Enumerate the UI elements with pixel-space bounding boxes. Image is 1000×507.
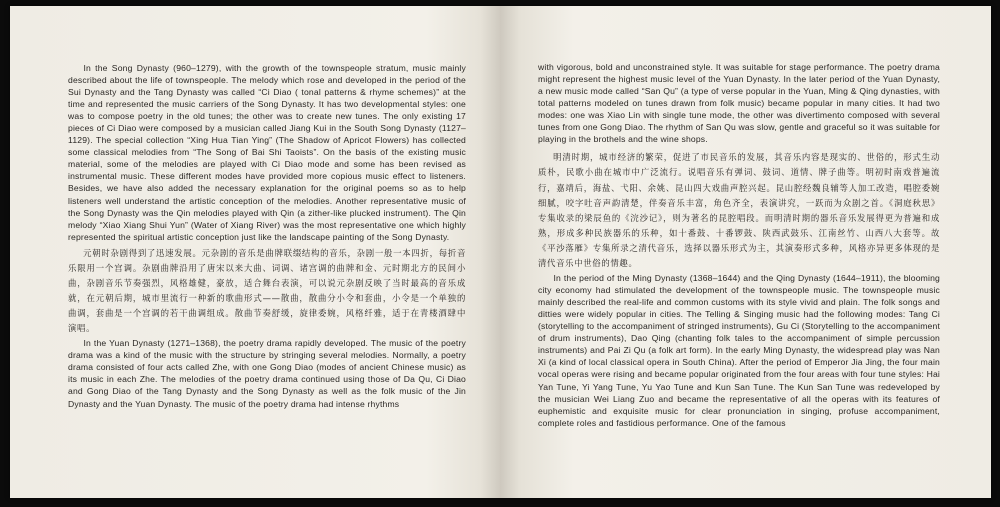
yuan-dynasty-continued-paragraph: with vigorous, bold and unconstrained style. It was suitable for stage performance. The poetry drama might represent the highest music level of the Yuan Dynasty. In the later period of the Yuan Dynasty, a new music mode called “San Qu” (a type of verse popular in the Yuan, Ming & Qing dynasties, with total patterns modeled on tunes drawn from folk music) became popular in many cities. It had two modes: one was Xiao Lin with single tune mode, the other was divertimento composed with several tunes from one Gong Diao. The rhythm of San Qu was slow, gentle and graceful so it was suitable for playing in the brothels and the wine shops.: [538, 62, 940, 145]
song-dynasty-paragraph: In the Song Dynasty (960–1279), with the growth of the townspeople stratum, music mainly described about the life of townspeople. The melody which rose and developed in the period of the Sui Dynasty and the Tang Dynasty was called “Ci Diao ( tonal patterns & rhyme schemes)” at the time and represented the music carriers of the Song Dynasty. It has two developmental styles: one was to compose poetry in the old tunes; the other was to create new tunes. The only existing 17 pieces of Ci Diao were composed by a musician called Jiang Kui in the South Song Dynasty (1127–1129). The special collection “Xing Hua Tian Ying” (The Shadow of Apricot Flowers) has collected some classical melodies from “The Song of Bai Shi Taoists”. On the basis of the existing music material, some of the melodies are played with Ci Diao mode and some has been revised as instrumental music. These different modes have provided more copious music effect to listeners. Besides, we have also added the necessary explanation for the original poems so as to help listeners well understand the artistic conception of the melodies. Another representative music of the Song Dynasty was the Qin melodies played with Qin (a zither-like plucked instrument). The Qin melody “Xiao Xiang Shui Yun” (Water of Xiang River) was the most representative one which highly represented the spiritual artistic conception just like the landscape painting of the Song Dynasty.: [68, 63, 466, 242]
ming-qing-paragraph: In the period of the Ming Dynasty (1368–1644) and the Qing Dynasty (1644–1911), the blooming city economy had stimulated the development of the townspeople music. The townspeople music mainly described the real-life and common customs with its style vivid and plain. The folk songs and ditties were widely popular in cities. The Telling & Singing music had the following modes: Tang Ci (storytelling to the accompaniment of stringed instruments), Gu Ci (Storytelling to the accompaniment of drum instruments), Dao Qing (chanting folk tales to the accompaniment of simple percussion instruments) and Pai Zi Qu (a folk art form). In the early Ming Dynasty, the widespread play was Nan Xi (a kind of local classical opera in South China). After the period of Emperor Jia Jing, the four main vocal operas were rising and became popular originated from the four areas with four tune styles: Hai Yan Tune, Yi Yang Tune, Yu Yao Tune and Kun San Tune. The Kun San Tune was redeveloped by the musician Wei Liang Zuo and became the representative of all the operas with its features of euphemistic and exquisite music for clear pronunciation in singing, profuse accompaniment, complete roles and fastidious performance. One of the famous: [538, 273, 940, 428]
right-page-text: [538, 61, 940, 453]
left-page: [10, 6, 500, 498]
right-page: [500, 6, 991, 498]
left-page-text: [68, 62, 466, 452]
ming-qing-chinese-paragraph: 明清时期，城市经济的繁荣，促进了市民音乐的发展，其音乐内容是现实的、世俗的，形式生动质朴，民歌小曲在城市中广泛流行。说唱音乐有弹词、鼓词、道情、牌子曲等。明初时南戏普遍流行，嘉靖后，海盐、弋阳、余姚、昆山四大戏曲声腔兴起。昆山腔经魏良辅等人加工改造，唱腔委婉细腻，咬字吐音声韵清楚，伴奏音乐丰富，角色齐全，表演讲究，一跃而为众剧之首。《洞庭秋思》专集收录的梁辰鱼的《浣沙记》，则为著名的昆腔唱段。而明清时期的器乐音乐发展得更为普遍和成熟，形成多种民族器乐的乐种，如十番鼓、十番锣鼓、陕西武鼓乐、江南丝竹、山西八大套等。故《平沙落雁》专集所录之清代音乐，选择以器乐形式为主，其演奏形式多种，风格亦异更多体现的是清代音乐中世俗的情趣。: [538, 152, 940, 268]
yuan-dynasty-paragraph: In the Yuan Dynasty (1271–1368), the poetry drama rapidly developed. The music of the poetry drama was a kind of the music with the structure by stringing several melodies. Normally, a poetry drama consisted of four acts called Zhe, with one Gong Diao (modes of ancient Chinese music) as its music in each Zhe. The melodies of the poetry drama continued using those of Da Qu, Ci Diao and Gong Diao of the Tang Dynasty and the Song Dynasty as well as the folk music of the Jin Dynasty and the Yuan Dynasty. The music of the poetry drama had intense rhythms: [68, 338, 466, 409]
booklet-spread: [10, 6, 991, 498]
yuan-dynasty-chinese-paragraph: 元朝时杂剧得到了迅速发展。元杂剧的音乐是曲牌联缀结构的音乐，杂剧一般一本四折，每折音乐限用一个宫调。杂剧曲牌沿用了唐宋以来大曲、词调、诸宫调的曲牌和金、元时期北方的民间小曲，杂剧音乐节奏强烈，风格雄健，豪放，适合舞台表演，可以说元杂剧反映了当时最高的音乐成就，在元朝后期，城市里流行一种新的歌曲形式——散曲，散曲分小令和套曲，小令是一个单独的曲调，套曲是一个宫调的若干曲调组成。散曲节奏舒缓，旋律委婉，风格纤雅，适于在青楼酒肆中演唱。: [68, 247, 466, 334]
